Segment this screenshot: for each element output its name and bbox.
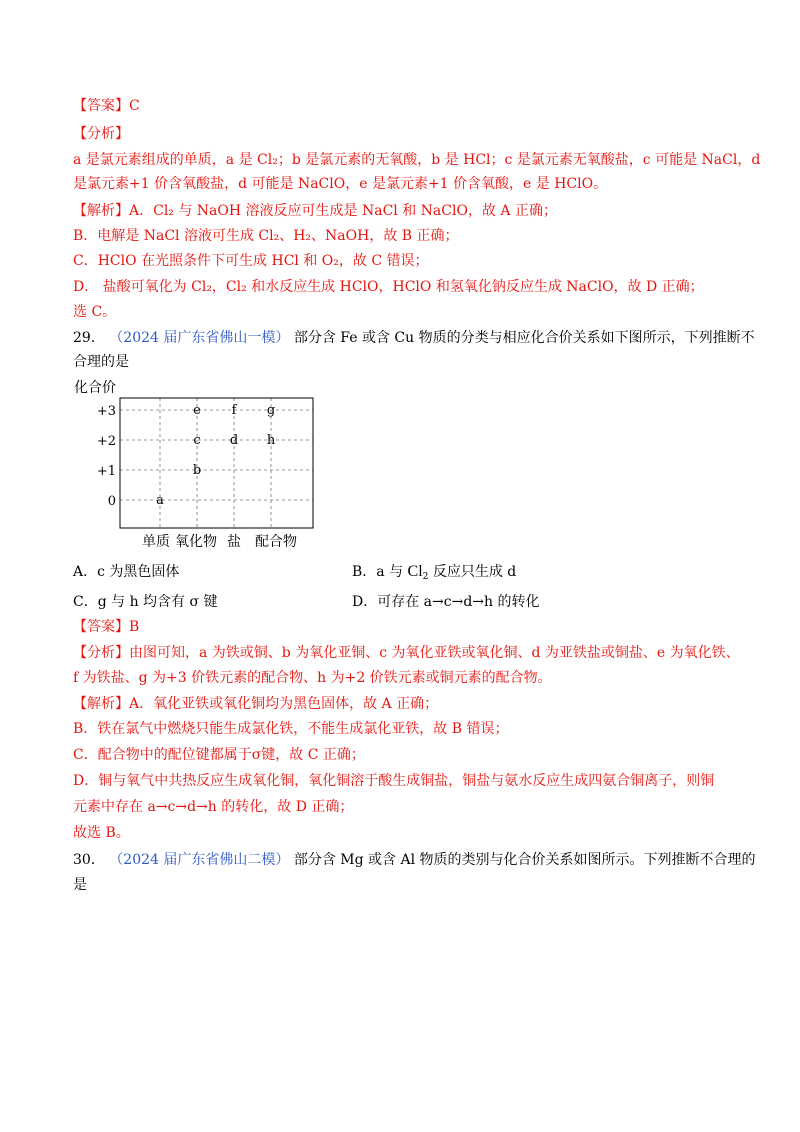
q29-explain-d-line-2: 元素中存在 a→c→d→h 的转化，故 D 正确； [73, 799, 354, 815]
q28-explain-a: 【解析】A．Cl₂ 与 NaOH 溶液反应可生成是 NaCl 和 NaClO，故 A 正确； [73, 203, 557, 219]
x-category-label: 氧化物 [175, 534, 217, 550]
chart-frame [120, 398, 313, 528]
q29-explain-b: B．铁在氯气中燃烧只能生成氯化铁，不能生成氯化亚铁，故 B 错误； [73, 721, 509, 737]
q29-option-c: C．g 与 h 均含有 σ 键 [73, 594, 218, 610]
y-tick-label: +2 [96, 434, 116, 449]
q28-answer: 【答案】C [73, 98, 140, 114]
q28-explain-c: C．HClO 在光照条件下可生成 HCl 和 O₂，故 C 错误； [73, 253, 429, 269]
q29-conclusion: 故选 B。 [73, 825, 130, 841]
x-category-label: 单质 [142, 534, 170, 550]
chart-ylabel: 化合价 [74, 380, 116, 396]
chart-x-ticks [142, 533, 297, 550]
q29-option-a: A．c 为黑色固体 [73, 564, 180, 580]
q29-answer: 【答案】B [73, 619, 140, 635]
q29-stem-line-2: 合理的是 [73, 354, 129, 370]
q28-analysis-line-2: 是氯元素+1 价含氧酸盐，d 可能是 NaClO，e 是氯元素+1 价含氧酸，e 是 HClO。 [73, 176, 608, 192]
q28-analysis-head: 【分析】 [73, 126, 129, 142]
point-d: d [229, 433, 239, 448]
q28-explain-d: D． 盐酸可氧化为 Cl₂，Cl₂ 和水反应生成 HClO，HClO 和氢氧化钠反应生成 NaClO，故 D 正确； [73, 279, 704, 295]
q30-stem-1: 部分含 Mg 或含 Al 物质的类别与化合价关系如图所示。下列推断不合理的 [293, 852, 756, 868]
chart-points [156, 403, 276, 508]
y-tick-label: +1 [96, 464, 116, 479]
q29-option-d: D．可存在 a→c→d→h 的转化 [352, 594, 540, 610]
q29-stem-1: 部分含 Fe 或含 Cu 物质的分类与相应化合价关系如下图所示，下列推断不 [293, 330, 755, 346]
point-c: c [193, 433, 201, 448]
q30-source: （2024 届广东省佛山二模） [109, 852, 290, 868]
chart-grid [120, 398, 313, 528]
option-b-sub: 2 [422, 572, 429, 582]
q29-explain-d-line-1: D．铜与氧气中共热反应生成氧化铜，氧化铜溶于酸生成铜盐，铜盐与氨水反应生成四氨合铜离子，则铜 [73, 773, 715, 789]
x-category-label: 配合物 [255, 534, 297, 550]
q29-explain-a: 【解析】A．氧化亚铁或氧化铜均为黑色固体，故 A 正确； [73, 696, 439, 712]
q29-analysis-line-2: f 为铁盐、g 为+3 价铁元素的配合物、h 为+2 价铁元素或铜元素的配合物。 [73, 670, 552, 686]
q29-number: 29． [73, 330, 105, 346]
point-g: g [266, 403, 276, 418]
point-b: b [192, 463, 202, 478]
q28-explain-b: B．电解是 NaCl 溶液可生成 Cl₂、H₂、NaOH，故 B 正确； [73, 228, 459, 244]
point-e: e [193, 403, 201, 418]
q28-analysis-line-1: a 是氯元素组成的单质，a 是 Cl₂；b 是氯元素的无氧酸，b 是 HCl；c 是氯元素无氧酸盐，c 可能是 NaCl，d [73, 152, 761, 168]
q29-stem-line-1 [73, 328, 755, 348]
q29-option-b [352, 562, 516, 587]
option-b-cl: Cl [407, 563, 423, 580]
x-category-label: 盐 [227, 534, 241, 550]
option-b-text-pre: B．a 与 [352, 564, 404, 580]
q29-analysis-line-1: 【分析】由图可知，a 为铁或铜、b 为氧化亚铜、c 为氧化亚铁或氧化铜、d 为亚铁盐或铜盐、e 为氧化铁、 [73, 645, 740, 661]
q28-conclusion: 选 C。 [73, 304, 117, 320]
point-f: f [231, 403, 237, 418]
valence-chart [72, 376, 322, 552]
option-b-text-post: 反应只生成 d [432, 564, 517, 580]
point-h: h [266, 433, 276, 448]
y-tick-label: +3 [96, 404, 116, 419]
point-a: a [156, 493, 164, 508]
y-tick-label: 0 [107, 494, 116, 509]
q29-explain-c: C．配合物中的配位键都属于σ键，故 C 正确； [73, 747, 365, 763]
q29-source: （2024 届广东省佛山一模） [109, 330, 290, 346]
chart-y-ticks [97, 404, 116, 509]
q30-number: 30． [73, 852, 105, 868]
q30-stem-line-1 [73, 850, 756, 870]
q30-stem-line-2: 是 [73, 877, 87, 893]
